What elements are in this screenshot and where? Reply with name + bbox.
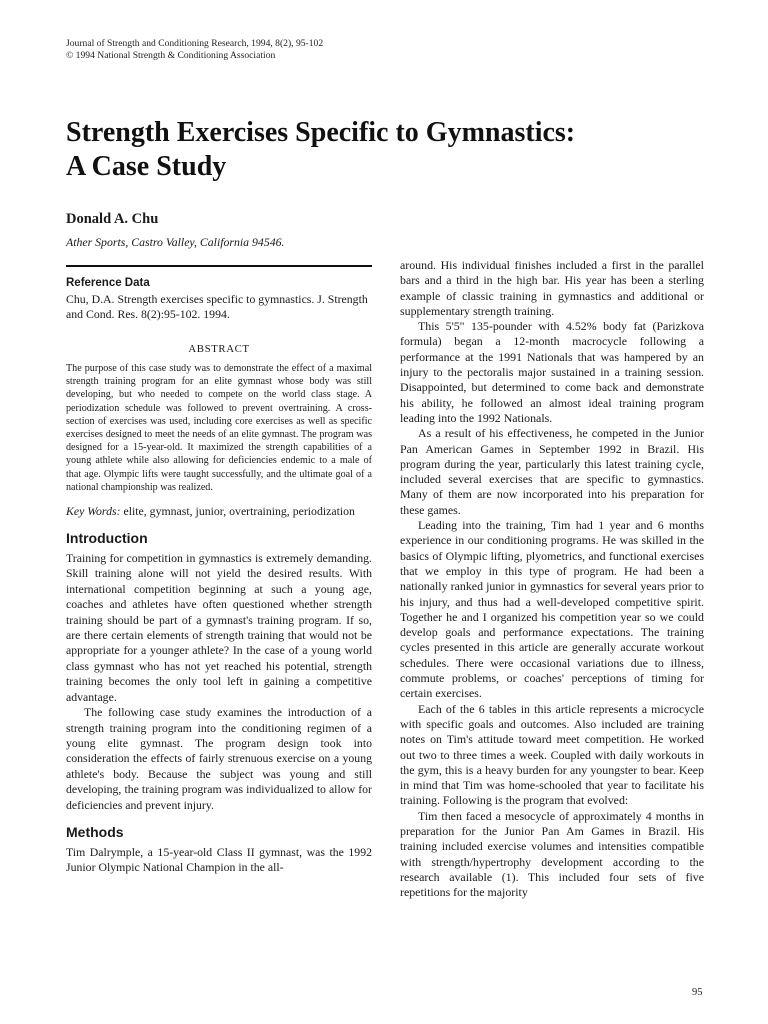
- page-number: 95: [692, 987, 703, 998]
- right-paragraph-6: Tim then faced a mesocycle of approximately 4 months in preparation for the Junior Pan Am Games in Brazil. His training included exercise volumes and intensities compatible with strength/hypertrophy development according to the research available (1). This included four sets of five repetitions for the majority: [400, 808, 704, 900]
- journal-citation-line: Journal of Strength and Conditioning Research, 1994, 8(2), 95-102: [66, 38, 324, 49]
- abstract-text: The purpose of this case study was to demonstrate the effect of a maximal strength training program for an elite gymnast whose body was still developing, but who needed to compete on the world class stage. A periodization schedule was followed to prevent overtraining. A cross-section of exercises was used, including core exercises as well as specific exercises designed to meet the needs of an elite gymnast. The program was designed for a 15-year-old. It maximized the strength capabilities of a young athlete while also allowing for deficiencies endemic to a male of that age. Olympic lifts were taught successfully, and the ultimate goal of a national championship was realized.: [66, 363, 372, 493]
- introduction-paragraph-1: Training for competition in gymnastics is extremely demanding. Skill training alone will not yield the desired results. With international competition beginning at such a young age, coaches and athletes have often questioned whether strength training should be part of a gymnast's training program. If so, are there certain elements of strength training that would not be appropriate for a younger athlete? In the case of a young world class gymnast who has not yet reached his potential, strength training becomes the only tool left in gaining a competitive advantage.: [66, 551, 372, 704]
- reference-text: Chu, D.A. Strength exercises specific to gymnastics. J. Strength and Cond. Res. 8(2):95-102. 1994.: [66, 292, 368, 321]
- introduction-paragraph-2: The following case study examines the introduction of a strength training program into the conditioning regimen of a young elite gymnast. The program design took into consideration the effects of fairly strenuous exercise on a young athlete's body. Because the subject was young and still developing, the training program was individualized to allow for deficiencies and prevent injury.: [66, 705, 372, 812]
- right-paragraph-2: This 5'5" 135-pounder with 4.52% body fat (Parizkova formula) began a 12-month macrocycle following a performance at the 1991 Nationals that was hampered by an injury to the pectoralis major sustained in a training session. Disappointed, but determined to come back and demonstrate his ability, he followed an almost ideal training program leading into the 1992 Nationals.: [400, 319, 704, 425]
- right-paragraph-1: around. His individual finishes included a first in the parallel bars and a third in the high bar. His year has been a sterling example of classic training in gymnastics and additional or supplementary strength training.: [400, 258, 704, 318]
- keywords-text: elite, gymnast, junior, overtraining, periodization: [120, 504, 355, 519]
- author-name: Donald A. Chu: [66, 211, 159, 227]
- title-line-1: Strength Exercises Specific to Gymnastics:: [66, 117, 576, 148]
- author-affiliation: Ather Sports, Castro Valley, California 94546.: [66, 235, 285, 249]
- section-divider: [66, 265, 372, 267]
- keywords-label: Key Words:: [66, 504, 121, 519]
- right-paragraph-3: As a result of his effectiveness, he competed in the Junior Pan American Games in September 1992 in Brazil. His program during the year, particularly this latest training cycle, included several exercises that are specific to gymnastics. Many of them are now incorporated into his preparation for these games.: [400, 426, 704, 517]
- right-column: [400, 258, 704, 900]
- methods-heading: Methods: [66, 823, 124, 840]
- article-title: [66, 116, 686, 184]
- introduction-heading: Introduction: [66, 530, 148, 547]
- keywords: [66, 504, 372, 519]
- right-paragraph-4: Leading into the training, Tim had 1 year and 6 months experience in our conditioning programs. He was skilled in the basics of Olympic lifting, plyometrics, and functional exercises that we employ in this type of program. He had been a nationally ranked junior in gymnastics for several years prior to his injury, and thus had a well-developed competitive spirit. Together he and I organized his competition year so we could develop goals and performance expectations. The training cycles presented in this article are generally accurate workout schedules. There were occasional variations due to illness, commute problems, or coaches' perceptions of timing for certain exercises.: [400, 518, 704, 701]
- right-paragraph-5: Each of the 6 tables in this article represents a microcycle with specific goals and outcomes. Also included are training notes on Tim's attitude toward meet competition. He worked out two to three times a week. Coupled with daily workouts in the gym, this is a heavy burden for any youngster to bear. Keep in mind that Tim was home-schooled that year to facilitate his training. Following is the program that evolved:: [400, 701, 704, 808]
- title-line-2: A Case Study: [66, 151, 227, 182]
- reference-heading: Reference Data: [66, 277, 150, 289]
- abstract-heading: ABSTRACT: [188, 343, 250, 355]
- journal-header: [66, 38, 466, 62]
- copyright-line: © 1994 National Strength & Conditioning Association: [66, 50, 276, 61]
- left-column: [66, 276, 372, 876]
- methods-paragraph-1: Tim Dalrymple, a 15-year-old Class II gymnast, was the 1992 Junior Olympic National Champion in the all-: [66, 844, 372, 875]
